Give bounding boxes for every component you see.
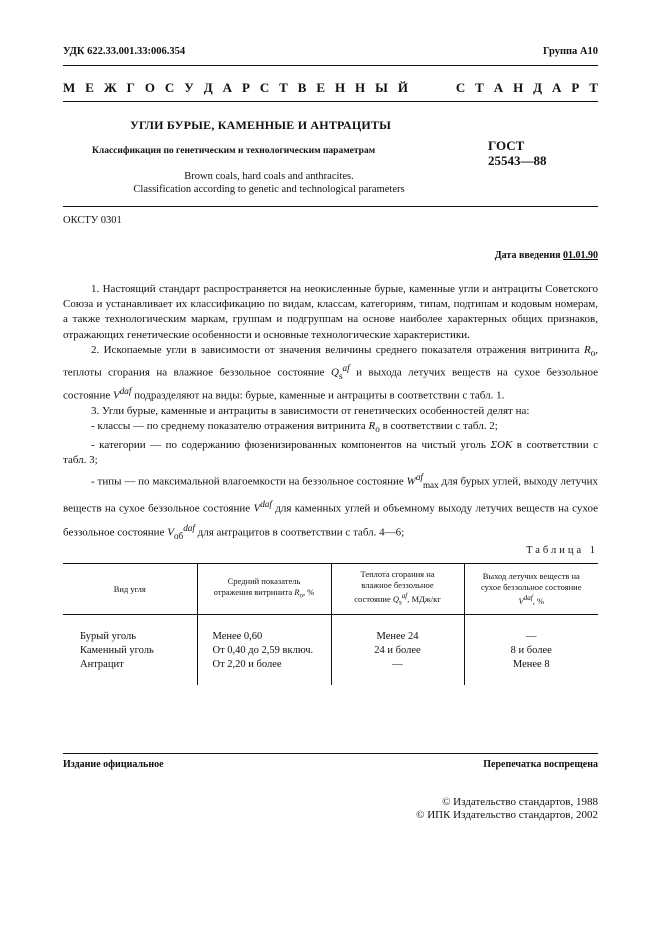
header-rule [63,65,598,66]
english-title [116,170,422,196]
copyright-line1: © Издательство стандартов, 1988 [442,796,598,808]
heading-letter: Т [279,80,288,95]
gost-number [488,138,547,168]
table-caption: Таблица 1 [526,545,598,556]
heading-letter: С [259,80,270,95]
heading-letter: Д [203,80,213,95]
table-row: Каменный уголь От 0,40 до 2,59 включ. 24 и более 8 и более [63,643,598,657]
heading-letter [418,80,446,96]
paragraph-1: 1. Настоящий стандарт распространяется на неокисленные бурые, каменные угли и антрациты Советского Союза и устанавливает их классификацию по видам, классам, категориям, типам, подтипам и кодовым номерам, а также технологическим маркам, группам и подгруппам на основе наиболее характерных общих признаков, отражающих генетические особенности и основные технологические характеристики. [63,283,598,341]
heading-letter: С [164,80,175,95]
title-rule [63,206,598,207]
document-body [63,282,598,545]
date-value: 01.01.90 [563,250,598,261]
header-volatile-yield: Выход летучих веществ на сухое беззольное состояние $V^{daf}$, % [464,564,598,615]
heading-letter: Е [316,80,326,95]
copyright-line2: © ИПК Издательство стандартов, 2002 [416,809,598,821]
header-reflectance: Средний показатель отражения витринита $R_o$, % [197,564,331,615]
header-coal-type: Вид угля [63,564,197,615]
heading-letter: М [63,80,76,95]
heading-letter: Е [85,80,94,95]
heading-letter: У [184,80,194,95]
official-edition: Издание официальное [63,759,164,770]
heading-letter: Т [589,80,598,95]
paragraph-3: 3. Угли бурые, каменные и антрациты в зависимости от генетических особенностей делят на: [91,405,530,418]
gost-label: ГОСТ [488,138,525,153]
paragraph-3-types: - типы — по максимальной влагоемкости на беззольное состояние $W^{af}_{max}$ для бурых углей, выходу летучих веществ на сухое беззольное состояние $V^{daf}$ для каменных углей и объемному выходу летучих веществ на сухое беззольное состояние $V_{об}^{daf}$ для антрацитов в соответствии с табл. 4—6; [63,472,599,541]
heading-rule [63,101,598,102]
reprint-prohibited: Перепечатка воспрещена [483,759,598,770]
english-title-line1: Brown coals, hard coals and anthracites. [184,171,354,182]
heading-letter: Т [475,80,484,95]
heading-letter: Ж [103,80,117,95]
heading-letter: Г [126,80,135,95]
heading-letter: А [552,80,562,95]
heading-letter: А [222,80,232,95]
group-code: Группа А10 [542,46,598,57]
heading-letter: Н [334,80,346,95]
okstu-code: ОКСТУ 0301 [63,215,122,226]
udk-code: УДК 622.33.001.33:006.354 [63,46,186,57]
heading-letter: Н [513,80,524,95]
document-subtitle: Классификация по генетическим и технологическим параметрам [92,146,376,156]
paragraph-3-classes: - классы — по среднему показателю отражения витринита $R_o$ в соответствии с табл. 2; [91,420,498,435]
paragraph-3-categories: - категории — по содержанию фюзенизированных компонентов на чистый уголь ΣOK в соответствии с табл. 3; [63,438,599,466]
paragraph-2: 2. Ископаемые угли в зависимости от значения величины среднего показателя отражения витринита $R_o$, теплоты сгорания на влажное беззольное состояние $Q_s^{af}$ и выхода летучих веществ на сухое беззольное состояние $V^{daf}$ подразделяют на виды: бурые, каменные и антрациты в соответствии с табл. 1. [63,343,598,402]
coal-type-table [63,563,598,685]
heading-letter: Й [397,80,408,95]
heading-letter: О [144,80,155,95]
heading-letter: С [455,80,466,95]
gost-code: 25543—88 [488,153,547,168]
heading-letter: Р [241,80,250,95]
header-heat-value: Теплота сгорания на влажное беззольное состояние $Q_s^{af}$, МДж/кг [331,564,464,615]
introduction-date [495,250,598,261]
heading-letter: Ы [375,80,388,95]
heading-letter: Н [355,80,366,95]
footer-rule [63,753,598,754]
table-row: Антрацит От 2,20 и более — Менее 8 [63,657,598,671]
heading-letter: Д [533,80,543,95]
date-label: Дата введения [494,250,561,261]
standard-type-heading [63,80,598,96]
english-title-line2: Classification according to genetic and technological parameters [133,184,405,195]
table-row: Бурый уголь Менее 0,60 Менее 24 — [63,629,598,643]
copyright [416,796,598,822]
document-title: УГЛИ БУРЫЕ, КАМЕННЫЕ И АНТРАЦИТЫ [130,118,392,132]
heading-letter: В [297,80,307,95]
heading-letter: А [493,80,504,95]
heading-letter: Р [571,80,580,95]
